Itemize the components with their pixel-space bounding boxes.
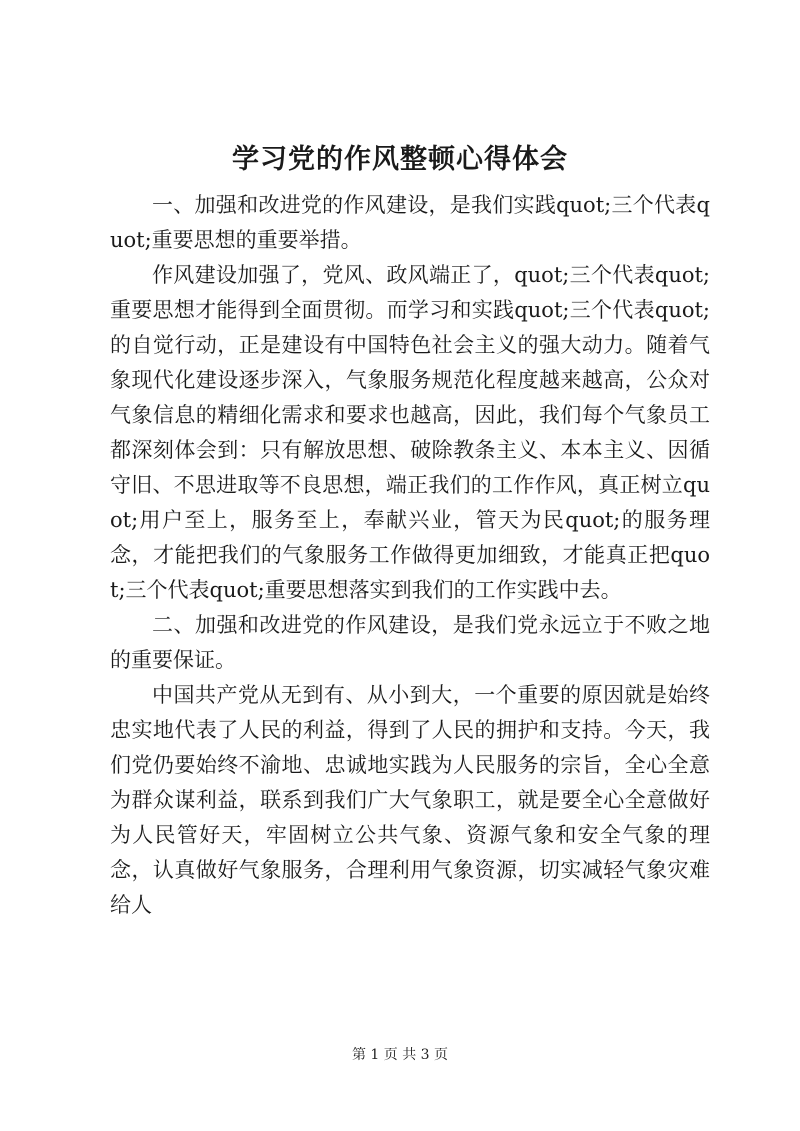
document-body (110, 188, 710, 923)
paragraph-4: 中国共产党从无到有、从小到大，一个重要的原因就是始终忠实地代表了人民的利益，得到了人民的拥护和支持。今天，我们党仍要始终不渝地、忠诚地实践为人民服务的宗旨，全心全意为群众谋利益，联系到我们广大气象职工，就是要全心全意做好为人民管好天，牢固树立公共气象、资源气象和安全气象的理念，认真做好气象服务，合理利用气象资源，切实减轻气象灾难给人 (110, 683, 710, 917)
page-number-footer: 第 1 页 共 3 页 (351, 1047, 449, 1063)
paragraph-1: 一、加强和改进党的作风建设，是我们实践quot;三个代表quot;重要思想的重要举措。 (110, 193, 710, 252)
paragraph-3: 二、加强和改进党的作风建设，是我们党永远立于不败之地的重要保证。 (110, 613, 710, 672)
document-title: 学习党的作风整顿心得体会 (232, 144, 568, 175)
paragraph-2: 作风建设加强了，党风、政风端正了，quot;三个代表quot;重要思想才能得到全面贯彻。而学习和实践quot;三个代表quot;的自觉行动，正是建设有中国特色社会主义的强大动力。随着气象现代化建设逐步深入，气象服务规范化程度越来越高，公众对气象信息的精细化需求和要求也越高，因此，我们每个气象员工都深刻体会到：只有解放思想、破除教条主义、本本主义、因循守旧、不思进取等不良思想，端正我们的工作作风，真正树立quot;用户至上，服务至上，奉献兴业，管天为民quot;的服务理念，才能把我们的气象服务工作做得更加细致，才能真正把quot;三个代表quot;重要思想落实到我们的工作实践中去。 (110, 263, 710, 602)
